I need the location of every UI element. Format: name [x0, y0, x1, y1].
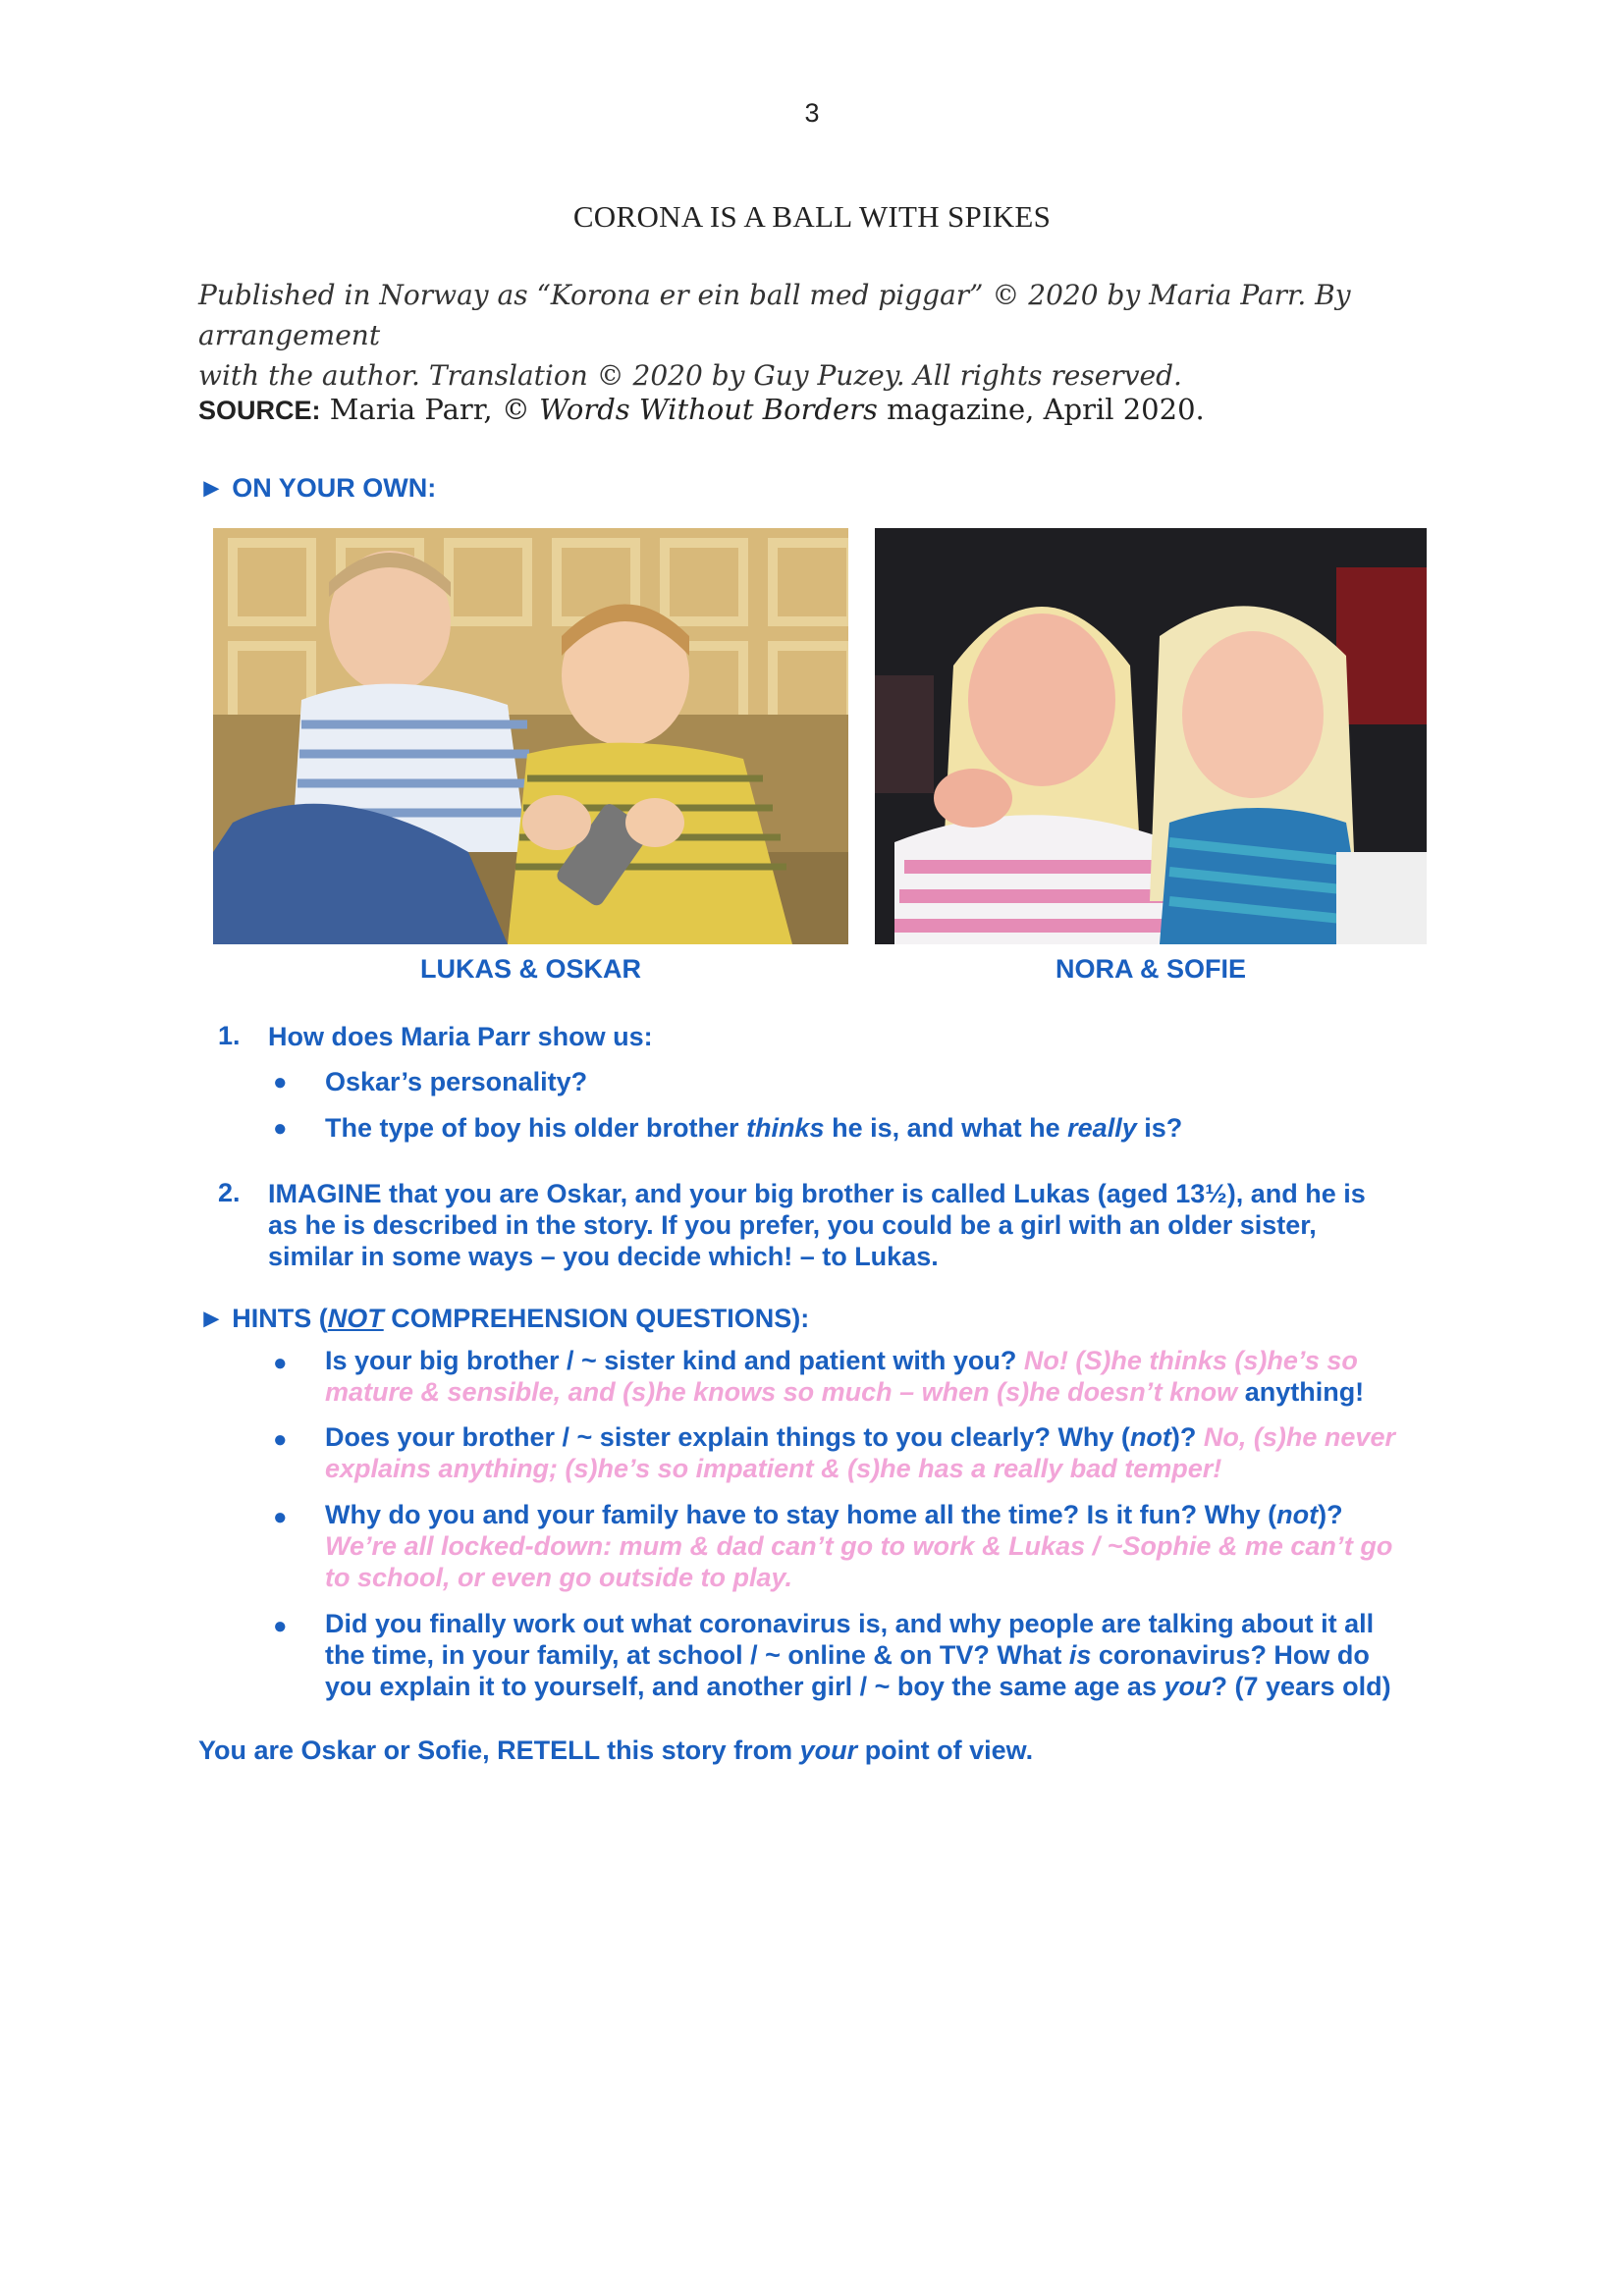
hint-2: Does your brother / ~ sister explain things to you clearly? Why (not)? No, (s)he never explains anything; (s)he’s so impatient & (s)he has a really bad temper! [325, 1422, 1395, 1483]
caption-nora-sofie: NORA & SOFIE [1055, 954, 1246, 984]
retell-instruction: You are Oskar or Sofie, RETELL this story from your point of view. [198, 1735, 1034, 1765]
photo-nora-sofie [875, 528, 1427, 944]
source-line [198, 393, 1475, 426]
page-number: 3 [804, 98, 820, 128]
question-2-text: IMAGINE that you are Oskar, and your big brother is called Lukas (aged 13½), and he is as he is described in the story. If you prefer, you could be a girl with an older sister, similar in some ways – you decide which! – to Lukas. [268, 1179, 1366, 1271]
source-label: SOURCE: [198, 396, 321, 425]
credit-line-2: with the author. Translation © 2020 by Guy Puzey. All rights reserved. [198, 359, 1182, 392]
bullet-icon: ● [273, 1504, 288, 1530]
photo-lukas-oskar [213, 528, 848, 944]
hint-3: Why do you and your family have to stay home all the time? Is it fun? Why (not)? We’re all locked-down: mum & dad can’t go to work & Lukas / ~Sophie & me can’t go to school, or even go outside to play. [325, 1500, 1393, 1592]
source-author: Maria Parr, © [329, 393, 530, 426]
page-title: CORONA IS A BALL WITH SPIKES [572, 199, 1052, 234]
source-magazine: Words Without Borders [539, 393, 878, 426]
boys-photo-illustration [213, 528, 848, 944]
hint-4: Did you finally work out what coronavirus is, and why people are talking about it all the time, in your family, at school / ~ online & on TV? What is coronavirus? How do you explain it to yourself, and another girl / ~ boy the same age as you? (7 years old) [325, 1609, 1391, 1701]
question-1-number: 1. [218, 1021, 241, 1050]
question-1-bullet-2: The type of boy his older brother thinks he is, and what he really is? [325, 1113, 1183, 1143]
bullet-icon: ● [273, 1069, 288, 1095]
caption-lukas-oskar: LUKAS & OSKAR [419, 954, 641, 984]
on-your-own-heading: ► ON YOUR OWN: [198, 473, 437, 503]
question-1-bullet-1: Oskar’s personality? [325, 1067, 588, 1096]
hints-heading: ► HINTS (NOT COMPREHENSION QUESTIONS): [198, 1304, 810, 1333]
source-date: magazine, April 2020. [887, 393, 1205, 426]
bullet-icon: ● [273, 1350, 288, 1376]
hint-1: Is your big brother / ~ sister kind and patient with you? No! (S)he thinks (s)he’s so mature & sensible, and (s)he knows so much – when (s)he doesn’t know anything! [325, 1346, 1365, 1407]
question-1-text: How does Maria Parr show us: [268, 1022, 653, 1051]
bullet-icon: ● [273, 1426, 288, 1453]
publication-credit [198, 275, 1426, 396]
girls-photo-illustration [875, 528, 1427, 944]
bullet-icon: ● [273, 1613, 288, 1639]
credit-line-1: Published in Norway as “Korona er ein ball med piggar” © 2020 by Maria Parr. By arrangement [198, 279, 1351, 351]
bullet-icon: ● [273, 1115, 288, 1142]
question-2-number: 2. [218, 1178, 241, 1207]
